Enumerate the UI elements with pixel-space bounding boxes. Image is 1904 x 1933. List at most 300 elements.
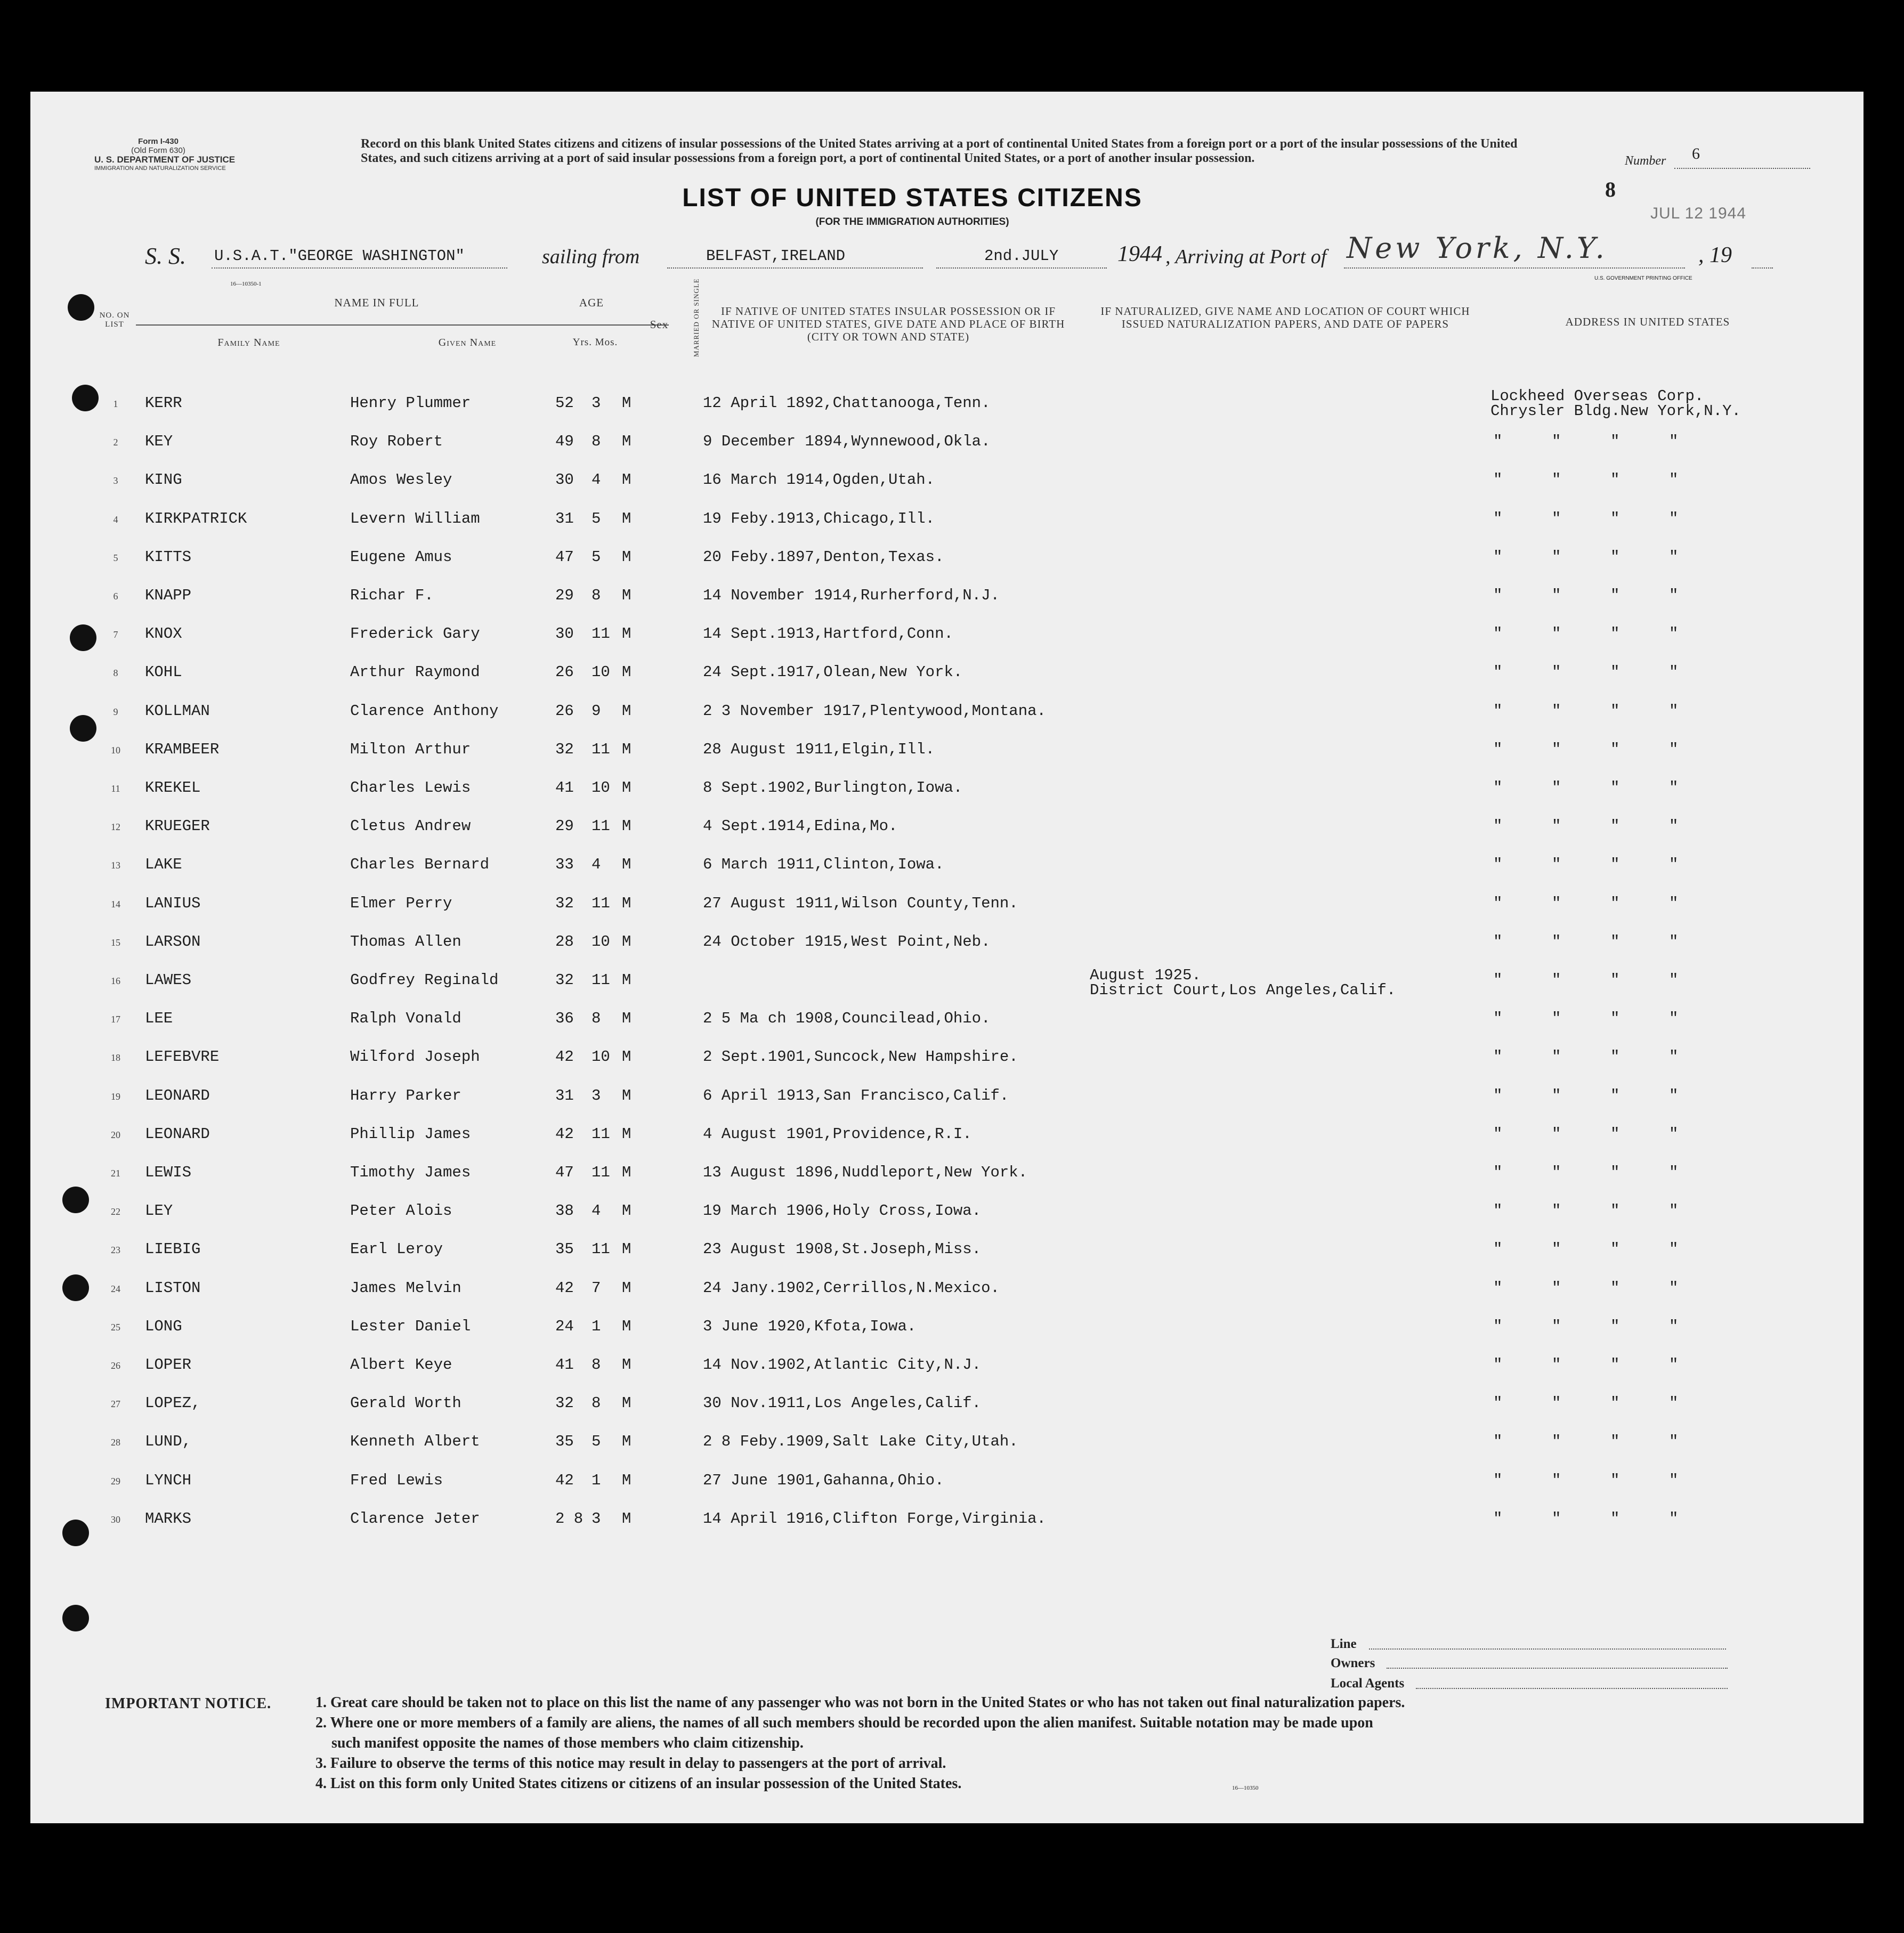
gpo-mark: U.S. GOVERNMENT PRINTING OFFICE: [1594, 275, 1692, 281]
col-birth: IF NATIVE OF UNITED STATES INSULAR POSSESSION OR IF NATIVE OF UNITED STATES, GIVE DATE AND PLACE OF BIRTH (CITY OR TOWN AND STATE): [711, 305, 1065, 343]
age-months: 3: [592, 394, 601, 412]
ditto-mark: ": [1552, 740, 1561, 758]
age-months: 5: [592, 509, 601, 527]
age-months: 5: [592, 1433, 601, 1451]
table-row: [30, 1499, 1864, 1538]
row-number: 28: [111, 1437, 120, 1448]
family-name: LONG: [145, 1317, 182, 1335]
family-name: KOLLMAN: [145, 702, 210, 720]
age-months: 4: [592, 471, 601, 489]
sex: M: [622, 1164, 631, 1181]
birth-info: 14 Sept.1913,Hartford,Conn.: [703, 625, 953, 643]
footer-code: 16—10350: [1232, 1785, 1259, 1791]
sex: M: [622, 509, 631, 527]
age-years: 29: [555, 587, 574, 604]
age-years: 26: [555, 663, 574, 681]
given-name: Roy Robert: [350, 433, 443, 451]
ditto-mark: ": [1610, 1279, 1620, 1297]
row-number: 5: [113, 552, 118, 563]
table-row: [30, 807, 1864, 845]
age-years: 33: [555, 856, 574, 874]
table-row: [30, 922, 1864, 961]
age-years: 38: [555, 1202, 574, 1220]
ss-label: S. S.: [145, 243, 186, 269]
col-no: NO. ON LIST: [99, 311, 130, 329]
service: IMMIGRATION AND NATURALIZATION SERVICE: [94, 165, 226, 172]
table-row: [30, 576, 1864, 614]
ditto-mark: ": [1610, 433, 1620, 451]
row-number: 10: [111, 744, 120, 756]
family-name: LEE: [145, 1010, 173, 1028]
age-months: 1: [592, 1471, 601, 1489]
col-sex: Sex: [650, 318, 669, 331]
ditto-mark: ": [1610, 817, 1620, 835]
age-months: 11: [592, 1240, 610, 1258]
age-months: 3: [592, 1086, 601, 1104]
ditto-mark: ": [1552, 471, 1561, 489]
table-row: [30, 1269, 1864, 1307]
age-years: 29: [555, 817, 574, 835]
ditto-mark: ": [1552, 1202, 1561, 1220]
address-line1: Lockheed Overseas Corp.: [1490, 387, 1704, 405]
row-number: 14: [111, 898, 120, 909]
sex: M: [622, 1240, 631, 1258]
notice-2a: 2. Where one or more members of a family are aliens, the names of all such members should be recorded upon the alien manifest. Suitable notation may be made upon: [315, 1715, 1373, 1731]
ditto-mark: ": [1669, 817, 1679, 835]
sex: M: [622, 1509, 631, 1528]
given-name: Arthur Raymond: [350, 663, 480, 681]
age-months: 3: [592, 1509, 601, 1528]
row-number: 1: [113, 399, 118, 409]
ditto-mark: ": [1610, 702, 1620, 720]
given-name: Clarence Anthony: [350, 702, 499, 720]
naturalization-date: August 1925.: [1090, 966, 1201, 984]
ditto-mark: ": [1493, 1125, 1503, 1143]
ditto-mark: ": [1552, 625, 1561, 643]
ditto-mark: ": [1669, 1471, 1679, 1489]
row-number: 24: [111, 1283, 120, 1294]
row-number: 22: [111, 1206, 120, 1217]
sex: M: [622, 932, 631, 951]
sex: M: [622, 663, 631, 681]
age-years: 42: [555, 1471, 574, 1489]
family-name: LUND,: [145, 1433, 192, 1451]
ditto-mark: ": [1552, 1086, 1561, 1104]
ditto-mark: ": [1669, 1509, 1679, 1528]
sex: M: [622, 1086, 631, 1104]
sex: M: [622, 1394, 631, 1412]
row-number: 16: [111, 976, 120, 986]
age-years: 42: [555, 1279, 574, 1297]
row-number: 9: [113, 706, 118, 717]
ditto-mark: ": [1669, 1433, 1679, 1451]
notice-label: IMPORTANT NOTICE.: [105, 1695, 272, 1712]
sailing-label: sailing from: [542, 246, 640, 268]
row-number: 25: [111, 1321, 120, 1333]
birth-info: 30 Nov.1911,Los Angeles,Calif.: [703, 1394, 982, 1412]
ditto-mark: ": [1669, 1086, 1679, 1104]
family-name: LOPER: [145, 1356, 192, 1374]
age-years: 42: [555, 1125, 574, 1143]
ditto-mark: ": [1610, 1509, 1620, 1528]
age-months: 11: [592, 817, 610, 835]
ditto-mark: ": [1552, 1433, 1561, 1451]
ditto-mark: ": [1610, 1433, 1620, 1451]
row-number: 30: [111, 1514, 120, 1525]
age-months: 11: [592, 740, 610, 758]
family-name: KNAPP: [145, 587, 192, 604]
table-row: [30, 692, 1864, 730]
birth-info: 19 March 1906,Holy Cross,Iowa.: [703, 1202, 982, 1220]
ditto-mark: ": [1610, 548, 1620, 566]
ditto-mark: ": [1493, 1086, 1503, 1104]
family-name: LAKE: [145, 856, 182, 874]
row-number: 21: [111, 1168, 120, 1179]
ditto-mark: ": [1493, 1471, 1503, 1489]
given-name: Timothy James: [350, 1164, 471, 1181]
birth-info: 23 August 1908,St.Joseph,Miss.: [703, 1240, 982, 1258]
age-years: 32: [555, 971, 574, 989]
ditto-mark: ": [1493, 1433, 1503, 1451]
age-years: 47: [555, 548, 574, 566]
sex: M: [622, 1317, 631, 1335]
ditto-mark: ": [1493, 1048, 1503, 1066]
family-name: LEY: [145, 1202, 173, 1220]
sex: M: [622, 817, 631, 835]
col-family-name: Family Name: [217, 337, 280, 348]
table-row: [30, 499, 1864, 538]
table-row: [30, 730, 1864, 768]
given-name: Earl Leroy: [350, 1240, 443, 1258]
age-years: 42: [555, 1048, 574, 1066]
ditto-mark: ": [1552, 702, 1561, 720]
sex: M: [622, 856, 631, 874]
ditto-mark: ": [1669, 932, 1679, 951]
family-name: KRUEGER: [145, 817, 210, 835]
sex: M: [622, 433, 631, 451]
age-years: 30: [555, 471, 574, 489]
ditto-mark: ": [1493, 1509, 1503, 1528]
birth-info: 2 3 November 1917,Plentywood,Montana.: [703, 702, 1046, 720]
family-name: LARSON: [145, 932, 201, 951]
year-suffix: , 19: [1698, 243, 1732, 267]
age-years: 32: [555, 740, 574, 758]
row-number: 27: [111, 1399, 120, 1410]
ditto-mark: ": [1493, 587, 1503, 604]
arriving-label: , Arriving at Port of: [1165, 246, 1327, 268]
birth-info: 14 November 1914,Rurherford,N.J.: [703, 587, 1000, 604]
given-name: Amos Wesley: [350, 471, 452, 489]
page-title: LIST OF UNITED STATES CITIZENS: [682, 184, 1143, 212]
birth-info: 2 Sept.1901,Suncock,New Hampshire.: [703, 1048, 1018, 1066]
given-name: Elmer Perry: [350, 894, 452, 912]
ditto-mark: ": [1493, 817, 1503, 835]
ditto-mark: ": [1493, 932, 1503, 951]
sex: M: [622, 471, 631, 489]
ditto-mark: ": [1493, 1356, 1503, 1374]
table-row: [30, 1345, 1864, 1384]
ditto-mark: ": [1669, 663, 1679, 681]
age-years: 35: [555, 1240, 574, 1258]
given-name: Fred Lewis: [350, 1471, 443, 1489]
ditto-mark: ": [1552, 1356, 1561, 1374]
given-name: Ralph Vonald: [350, 1010, 461, 1028]
ditto-mark: ": [1669, 1317, 1679, 1335]
ditto-mark: ": [1610, 1086, 1620, 1104]
given-name: Richar F.: [350, 587, 434, 604]
family-name: LEONARD: [145, 1125, 210, 1143]
table-row: [30, 1037, 1864, 1076]
birth-info: 6 March 1911,Clinton,Iowa.: [703, 856, 944, 874]
given-name: Harry Parker: [350, 1086, 461, 1104]
ditto-mark: ": [1552, 856, 1561, 874]
birth-info: 8 Sept.1902,Burlington,Iowa.: [703, 779, 963, 797]
sex: M: [622, 394, 631, 412]
row-number: 13: [111, 860, 120, 871]
ditto-mark: ": [1552, 1164, 1561, 1181]
family-name: KIRKPATRICK: [145, 509, 247, 527]
age-years: 52: [555, 394, 574, 412]
ditto-mark: ": [1669, 509, 1679, 527]
age-months: 11: [592, 894, 610, 912]
ditto-mark: ": [1552, 663, 1561, 681]
family-name: LEWIS: [145, 1164, 192, 1181]
family-name: LOPEZ,: [145, 1394, 201, 1412]
ditto-mark: ": [1669, 1279, 1679, 1297]
owners-label: Owners: [1331, 1656, 1375, 1670]
number-label: Number: [1625, 154, 1666, 168]
table-row: [30, 1076, 1864, 1115]
sex: M: [622, 1048, 631, 1066]
ditto-mark: ": [1493, 1394, 1503, 1412]
naturalization-court: District Court,Los Angeles,Calif.: [1090, 981, 1396, 999]
given-name: Henry Plummer: [350, 394, 471, 412]
ditto-mark: ": [1493, 740, 1503, 758]
table-row: [30, 1422, 1864, 1460]
birth-info: 2 5 Ma ch 1908,Councilead,Ohio.: [703, 1010, 991, 1028]
sailing-year: 1944: [1117, 242, 1162, 266]
table-row: [30, 460, 1864, 499]
age-months: 10: [592, 1048, 610, 1066]
ditto-mark: ": [1669, 740, 1679, 758]
birth-info: 3 June 1920,Kfota,Iowa.: [703, 1317, 917, 1335]
age-months: 10: [592, 779, 610, 797]
old-form: (Old Form 630): [131, 146, 185, 155]
ditto-mark: ": [1610, 1164, 1620, 1181]
ditto-mark: ": [1610, 932, 1620, 951]
sex: M: [622, 1433, 631, 1451]
age-years: 31: [555, 1086, 574, 1104]
row-number: 11: [111, 783, 120, 794]
ditto-mark: ": [1493, 1317, 1503, 1335]
ditto-mark: ": [1552, 1394, 1561, 1412]
table-row: [30, 614, 1864, 653]
age-years: 41: [555, 779, 574, 797]
birth-info: 24 Sept.1917,Olean,New York.: [703, 663, 963, 681]
age-months: 11: [592, 625, 610, 643]
age-months: 8: [592, 433, 601, 451]
ditto-mark: ": [1493, 1240, 1503, 1258]
page-mark: 8: [1605, 177, 1616, 201]
col-naturalized: IF NATURALIZED, GIVE NAME AND LOCATION OF COURT WHICH ISSUED NATURALIZATION PAPERS, AND DATE OF PAPERS: [1100, 305, 1470, 330]
form-code: 16—10350-1: [230, 281, 262, 287]
row-number: 29: [111, 1475, 120, 1487]
row-number: 18: [111, 1052, 120, 1063]
ditto-mark: ": [1610, 1471, 1620, 1489]
ditto-mark: ": [1610, 1356, 1620, 1374]
ditto-mark: ": [1493, 1279, 1503, 1297]
sex: M: [622, 625, 631, 643]
age-months: 11: [592, 1125, 610, 1143]
sex: M: [622, 894, 631, 912]
sex: M: [622, 1356, 631, 1374]
age-years: 24: [555, 1317, 574, 1335]
sex: M: [622, 1471, 631, 1489]
table-row: [30, 653, 1864, 691]
birth-info: 9 December 1894,Wynnewood,Okla.: [703, 433, 991, 451]
given-name: Lester Daniel: [350, 1317, 471, 1335]
ditto-mark: ": [1552, 587, 1561, 604]
ditto-mark: ": [1493, 1202, 1503, 1220]
ditto-mark: ": [1610, 779, 1620, 797]
age-months: 4: [592, 1202, 601, 1220]
ditto-mark: ": [1669, 702, 1679, 720]
col-address: ADDRESS IN UNITED STATES: [1565, 315, 1730, 328]
agents-label: Local Agents: [1331, 1676, 1405, 1691]
sex: M: [622, 1279, 631, 1297]
ditto-mark: ": [1493, 779, 1503, 797]
family-name: KING: [145, 471, 182, 489]
row-number: 8: [113, 668, 118, 679]
punch-hole: [68, 294, 94, 321]
table-row: [30, 1307, 1864, 1345]
given-name: Cletus Andrew: [350, 817, 471, 835]
age-months: 10: [592, 932, 610, 951]
ditto-mark: ": [1552, 1509, 1561, 1528]
table-row: [30, 768, 1864, 807]
age-years: 28: [555, 932, 574, 951]
birth-info: 27 August 1911,Wilson County,Tenn.: [703, 894, 1018, 912]
birth-info: 13 August 1896,Nuddleport,New York.: [703, 1164, 1028, 1181]
form-id-block: [94, 137, 236, 173]
ship-name: U.S.A.T."GEORGE WASHINGTON": [214, 247, 465, 265]
department: U. S. DEPARTMENT OF JUSTICE: [94, 155, 236, 165]
age-years: 2 8: [555, 1509, 584, 1528]
given-name: Clarence Jeter: [350, 1509, 480, 1528]
arrival-port: New York, N.Y.: [1347, 231, 1608, 265]
family-name: MARKS: [145, 1509, 192, 1528]
family-name: LEONARD: [145, 1086, 210, 1104]
ditto-mark: ": [1669, 1164, 1679, 1181]
table-row: [30, 1191, 1864, 1230]
age-years: 47: [555, 1164, 574, 1181]
ditto-mark: ": [1552, 1240, 1561, 1258]
row-number: 3: [113, 475, 118, 486]
family-name: KERR: [145, 394, 182, 412]
age-months: 7: [592, 1279, 601, 1297]
family-name: KOHL: [145, 663, 182, 681]
notice-1: 1. Great care should be taken not to place on this list the name of any passenger who was not born in the United States or who has not taken out final naturalization papers.: [315, 1694, 1405, 1711]
notice-4: 4. List on this form only United States citizens or citizens of an insular possession of the United States.: [315, 1775, 962, 1792]
ditto-mark: ": [1610, 625, 1620, 643]
page-subtitle: (FOR THE IMMIGRATION AUTHORITIES): [815, 216, 1009, 228]
age-years: 32: [555, 1394, 574, 1412]
ditto-mark: ": [1669, 1048, 1679, 1066]
col-yrs-mos: Yrs. Mos.: [572, 337, 618, 348]
ditto-mark: ": [1669, 1356, 1679, 1374]
ditto-mark: ": [1493, 433, 1503, 451]
birth-info: 20 Feby.1897,Denton,Texas.: [703, 548, 944, 566]
ditto-mark: ": [1493, 702, 1503, 720]
ditto-mark: ": [1493, 1164, 1503, 1181]
col-given-name: Given Name: [438, 337, 497, 348]
family-name: KREKEL: [145, 779, 201, 797]
birth-info: 19 Feby.1913,Chicago,Ill.: [703, 509, 935, 527]
col-married: MARRIED OR SINGLE: [692, 278, 700, 357]
age-years: 32: [555, 894, 574, 912]
punch-hole: [62, 1605, 89, 1631]
ditto-mark: ": [1669, 971, 1679, 989]
given-name: Levern William: [350, 509, 480, 527]
ditto-mark: ": [1669, 548, 1679, 566]
given-name: Albert Keye: [350, 1356, 452, 1374]
age-months: 4: [592, 856, 601, 874]
ditto-mark: ": [1552, 817, 1561, 835]
ditto-mark: ": [1610, 1010, 1620, 1028]
ditto-mark: ": [1610, 1048, 1620, 1066]
row-number: 26: [111, 1360, 120, 1371]
birth-info: 14 Nov.1902,Atlantic City,N.J.: [703, 1356, 982, 1374]
given-name: Milton Arthur: [350, 740, 471, 758]
received-stamp: JUL 12 1944: [1650, 205, 1747, 222]
family-name: LIEBIG: [145, 1240, 201, 1258]
age-years: 36: [555, 1010, 574, 1028]
table-row: [30, 884, 1864, 922]
age-years: 26: [555, 702, 574, 720]
ditto-mark: ": [1610, 894, 1620, 912]
number-value: 6: [1692, 145, 1700, 163]
ditto-mark: ": [1669, 433, 1679, 451]
row-number: 17: [111, 1014, 120, 1025]
form-number: Form I-430: [138, 137, 179, 146]
ditto-mark: ": [1552, 971, 1561, 989]
given-name: Charles Bernard: [350, 856, 490, 874]
ditto-mark: ": [1610, 471, 1620, 489]
table-row: [30, 845, 1864, 883]
table-row: [30, 538, 1864, 576]
family-name: KRAMBEER: [145, 740, 220, 758]
col-age: AGE: [579, 296, 604, 309]
sex: M: [622, 548, 631, 566]
birth-info: 16 March 1914,Ogden,Utah.: [703, 471, 935, 489]
ditto-mark: ": [1669, 779, 1679, 797]
ditto-mark: ": [1552, 548, 1561, 566]
ditto-mark: ": [1493, 471, 1503, 489]
given-name: Thomas Allen: [350, 932, 461, 951]
ditto-mark: ": [1669, 1010, 1679, 1028]
ditto-mark: ": [1669, 1125, 1679, 1143]
table-row: [30, 384, 1864, 422]
age-years: 41: [555, 1356, 574, 1374]
ditto-mark: ": [1669, 625, 1679, 643]
age-months: 5: [592, 548, 601, 566]
sex: M: [622, 702, 631, 720]
ditto-mark: ": [1669, 856, 1679, 874]
sex: M: [622, 1202, 631, 1220]
ditto-mark: ": [1669, 1394, 1679, 1412]
family-name: LAWES: [145, 971, 192, 989]
age-months: 9: [592, 702, 601, 720]
